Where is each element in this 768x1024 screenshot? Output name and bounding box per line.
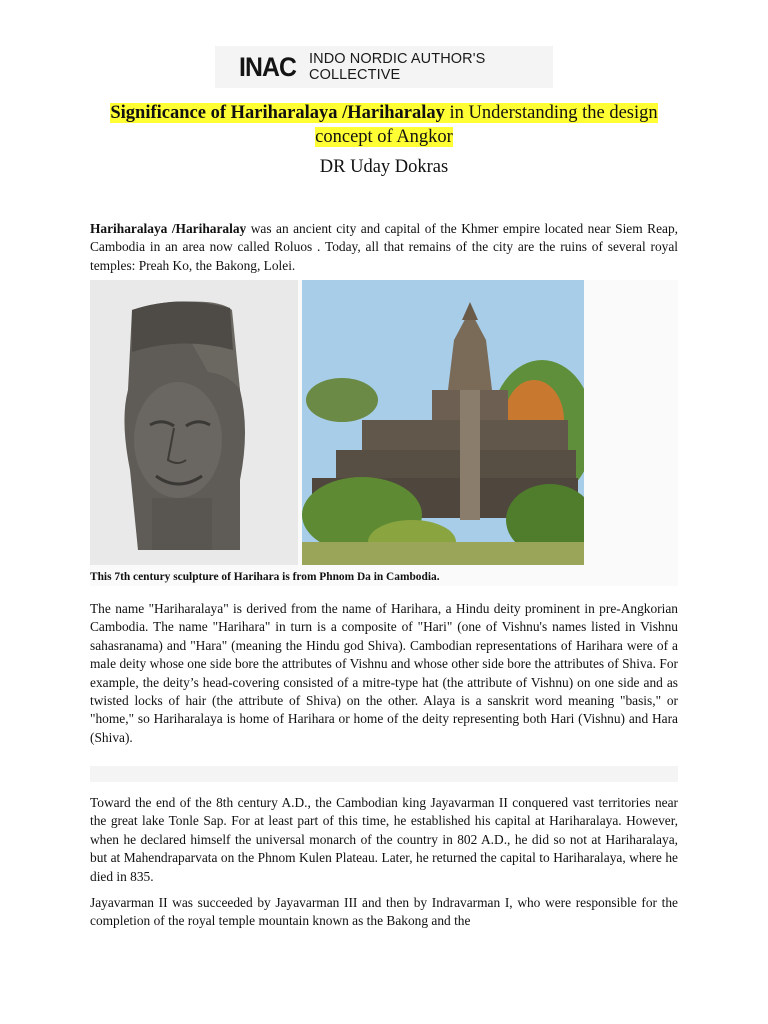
intro-bold: Hariharalaya /Hariharalay xyxy=(90,221,247,236)
paragraph-jayavarman-ii: Toward the end of the 8th century A.D., the Cambodian king Jayavarman II conquered vast territories near the great lake Tonle Sap. For at least part of this time, he established his capital at Hariharalaya. However, when he declared himself the universal monarch of the country in 802 A.D., he did so not at Hariharalaya, but at Mahendraparvata on the Phnom Kulen Plateau. Later, he returned the capital to Hariharalaya, where he died in 835. xyxy=(90,795,678,884)
paragraph-name-origin: The name "Hariharalaya" is derived from the name of Harihara, a Hindu deity prominent in pre-Angkorian Cambodia. The name "Harihara" in turn is a composite of "Hari" (one of Vishnu's names listed in Vishnu sahasranama) and "Hara" (meaning the Hindu god Shiva). Cambodian representations of Harihara were of a male deity whose one side bore the attributes of Vishnu and whose other side bore the attributes of Shiva. For example, the deity’s head-covering consisted of a mitre-type hat (the attribute of Vishnu) on one side and as twisted locks of hair (the attribute of Shiva) on the other. Alaya is a sanskrit word meaning "basis," or "home," so Hariharalaya is home of Harihara or home of the deity representing both Hari (Vishnu) and Hara (Shiva). xyxy=(90,601,678,745)
figure-caption: This 7th century sculpture of Harihara is from Phnom Da in Cambodia. xyxy=(90,571,440,583)
author-name: DR Uday Dokras xyxy=(319,157,449,177)
header-banner xyxy=(215,46,553,88)
harihara-sculpture-image xyxy=(90,280,298,565)
inac-logo: INAC xyxy=(239,51,297,82)
intro-paragraph xyxy=(90,220,678,275)
title-part-1: Significance of Hariharalaya /Hariharalay xyxy=(110,103,445,123)
document-title xyxy=(90,101,678,149)
title-part-2: in Understanding the design concept of Angkor xyxy=(315,103,658,147)
paragraph-succession: Jayavarman II was succeeded by Jayavarman III and then by Indravarman I, who were responsible for the completion of the royal temple mountain known as the Bakong and the xyxy=(90,895,678,929)
intro-text: was an ancient city and capital of the Khmer empire located near Siem Reap, Cambodia in an area now called Roluos . Today, all that remains of the city are the ruins of several royal temples: Preah Ko, the Bakong, Lolei. xyxy=(90,221,678,273)
header-tagline: INDO NORDIC AUTHOR'S COLLECTIVE xyxy=(309,51,486,83)
figure xyxy=(90,280,678,586)
divider xyxy=(90,766,678,782)
title-highlight xyxy=(110,103,657,147)
bakong-temple-image xyxy=(302,280,584,565)
